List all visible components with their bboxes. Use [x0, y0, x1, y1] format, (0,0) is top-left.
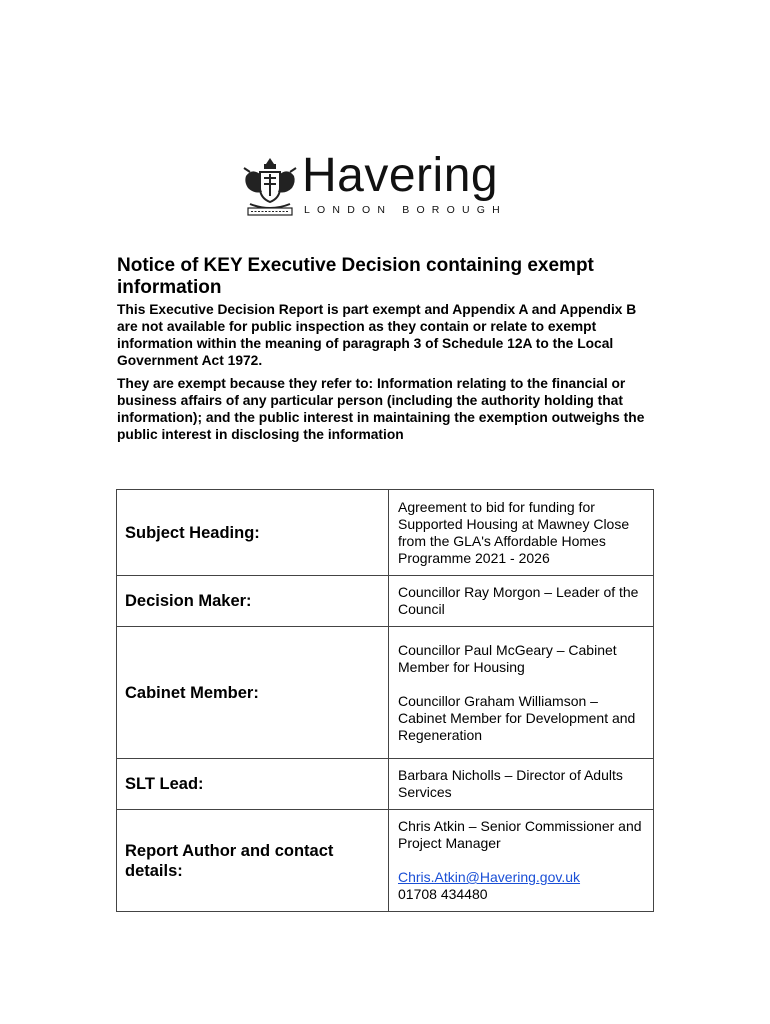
decision-details-table — [116, 489, 654, 912]
spacer — [398, 676, 643, 693]
document-title: Notice of KEY Executive Decision containing exempt information — [117, 255, 594, 298]
cabinet-member-label: Cabinet Member: — [117, 627, 389, 759]
subject-heading-label: Subject Heading: — [117, 490, 389, 576]
report-author-phone: 01708 434480 — [398, 886, 488, 902]
cabinet-member-cell — [389, 627, 654, 759]
subject-heading-value: Agreement to bid for funding for Supported Housing at Mawney Close from the GLA's Affordable Homes Programme 2021 - 2026 — [389, 490, 654, 576]
report-author-label: Report Author and contact details: — [117, 810, 389, 912]
report-author-name: Chris Atkin – Senior Commissioner and Project Manager — [398, 818, 642, 851]
exemption-paragraph: This Executive Decision Report is part exempt and Appendix A and Appendix B are not available for public inspection as they contain or relate to exempt information within the meaning of paragraph 3 of Schedule 12A to the Local Government Act 1972. — [117, 302, 637, 368]
logo-wordmark: Havering — [302, 149, 499, 202]
slt-lead-value: Barbara Nicholls – Director of Adults Services — [389, 759, 654, 810]
table-row-subject — [117, 490, 654, 576]
cabinet-member-value-1: Councillor Paul McGeary – Cabinet Member for Housing — [398, 641, 617, 675]
report-author-email-link[interactable]: Chris.Atkin@Havering.gov.uk — [398, 869, 581, 885]
table-row-slt-lead — [117, 759, 654, 810]
decision-maker-label: Decision Maker: — [117, 576, 389, 627]
logo-subtitle: LONDON BOROUGH — [304, 204, 507, 216]
table-row-report-author — [117, 810, 654, 912]
decision-maker-value: Councillor Ray Morgon – Leader of the Council — [389, 576, 654, 627]
slt-lead-label: SLT Lead: — [117, 759, 389, 810]
cabinet-member-value-2: Councillor Graham Williamson – Cabinet Member for Development and Regeneration — [398, 692, 636, 743]
havering-crest-icon — [242, 154, 298, 218]
spacer — [398, 852, 643, 869]
table-row-cabinet-member — [117, 627, 654, 759]
exemption-reason-paragraph: They are exempt because they refer to: Information relating to the financial or business affairs of any particular person (including the authority holding that information); and the public interest in maintaining the exemption outweighs the public interest in disclosing the information — [117, 376, 645, 442]
havering-logo — [242, 149, 532, 224]
report-author-cell — [389, 810, 654, 912]
table-row-decision-maker — [117, 576, 654, 627]
